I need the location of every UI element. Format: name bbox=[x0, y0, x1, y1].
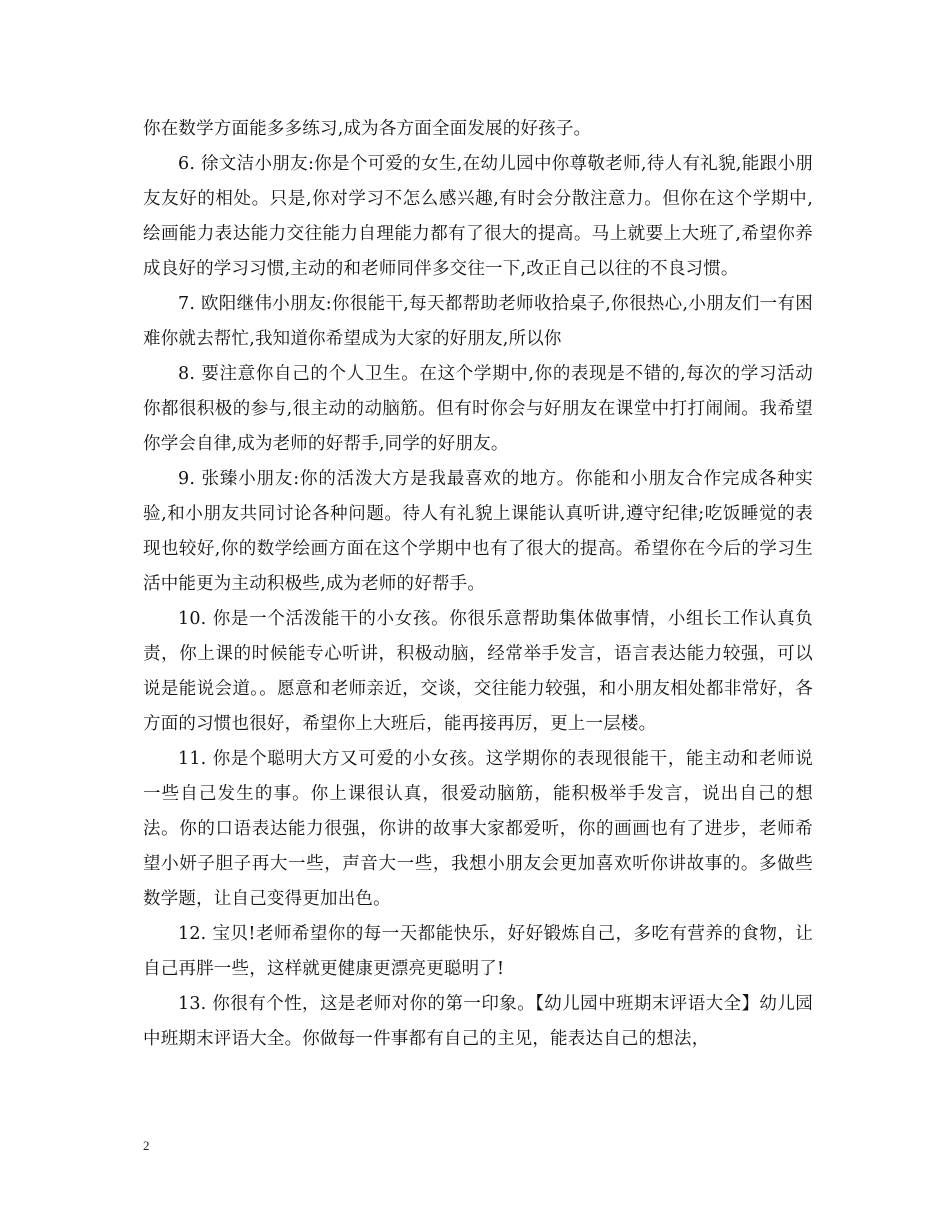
paragraph-continuation: 你在数学方面能多多练习,成为各方面全面发展的好孩子。 bbox=[143, 119, 592, 139]
paragraph-item-11: 11. 你是个聪明大方又可爱的小女孩。这学期你的表现很能干，能主动和老师说一些自己发生的事。你上课很认真，很爱动脑筋，能积极举手发言，说出自己的想法。你的口语表达能力很强，你讲的故事大家都爱听，你的画画也有了进步，老师希望小妍子胆子再大一些，声音大一些，我想小朋友会更加喜欢听你讲故事的。多做些数学题，让自己变得更加出色。 bbox=[143, 749, 813, 909]
document-body bbox=[143, 112, 813, 1057]
paragraph-item-8: 8. 要注意你自己的个人卫生。在这个学期中,你的表现是不错的,每次的学习活动你都很积极的参与,很主动的动脑筋。但有时你会与好朋友在课堂中打打闹闹。我希望你学会自律,成为老师的好帮手,同学的好朋友。 bbox=[143, 364, 813, 454]
paragraph-item-10: 10. 你是一个活泼能干的小女孩。你很乐意帮助集体做事情，小组长工作认真负责，你上课的时候能专心听讲，积极动脑，经常举手发言，语言表达能力较强，可以说是能说会道。。愿意和老师亲近，交谈，交往能力较强，和小朋友相处都非常好，各方面的习惯也很好，希望你上大班后，能再接再厉，更上一层楼。 bbox=[143, 609, 813, 734]
page-number: 2 bbox=[143, 1138, 150, 1153]
paragraph-item-7: 7. 欧阳继伟小朋友:你很能干,每天都帮助老师收拾桌子,你很热心,小朋友们一有困难你就去帮忙,我知道你希望成为大家的好朋友,所以你 bbox=[143, 294, 813, 349]
paragraph-item-9: 9. 张臻小朋友:你的活泼大方是我最喜欢的地方。你能和小朋友合作完成各种实验,和小朋友共同讨论各种问题。待人有礼貌上课能认真听讲,遵守纪律;吃饭睡觉的表现也较好,你的数学绘画方面在这个学期中也有了很大的提高。希望你在今后的学习生活中能更为主动积极些,成为老师的好帮手。 bbox=[143, 469, 813, 594]
paragraph-item-6: 6. 徐文洁小朋友:你是个可爱的女生,在幼儿园中你尊敬老师,待人有礼貌,能跟小朋友友好的相处。只是,你对学习不怎么感兴趣,有时会分散注意力。但你在这个学期中,绘画能力表达能力交往能力自理能力都有了很大的提高。马上就要上大班了,希望你养成良好的学习习惯,主动的和老师同伴多交往一下,改正自己以往的不良习惯。 bbox=[143, 154, 813, 279]
paragraph-item-12: 12. 宝贝!老师希望你的每一天都能快乐，好好锻炼自己，多吃有营养的食物，让自己再胖一些，这样就更健康更漂亮更聪明了! bbox=[143, 924, 813, 979]
paragraph-item-13: 13. 你很有个性，这是老师对你的第一印象。【幼儿园中班期末评语大全】幼儿园中班期末评语大全。你做每一件事都有自己的主见，能表达自己的想法， bbox=[143, 994, 813, 1049]
